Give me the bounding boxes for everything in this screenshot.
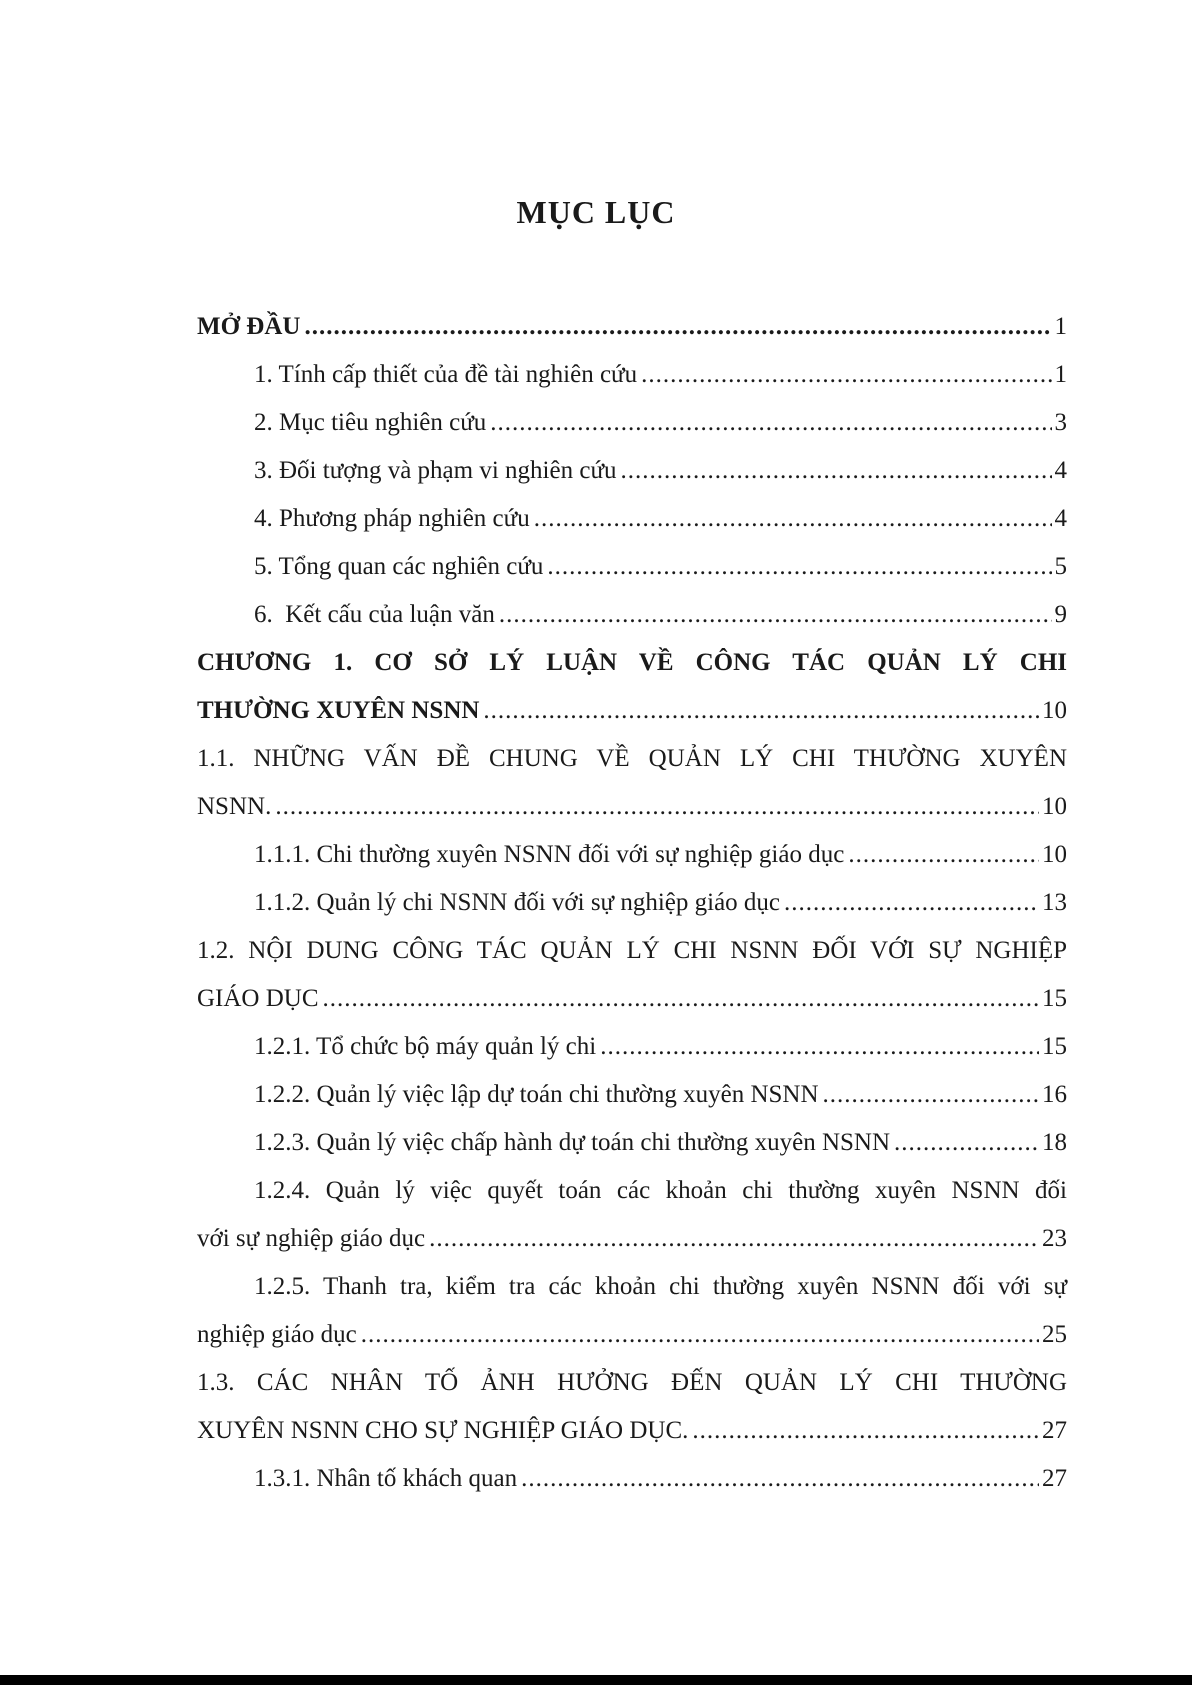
- dot-leader: [490, 399, 1051, 447]
- toc-entry[interactable]: [197, 399, 1067, 447]
- toc-page-number: 9: [1054, 601, 1067, 628]
- toc-entry-title-line2: XUYÊN NSNN CHO SỰ NGHIỆP GIÁO DỤC.: [197, 1417, 689, 1444]
- toc-entry-section-cont[interactable]: [197, 783, 1067, 831]
- toc-entry-title: 1.3.1. Nhân tố khách quan: [254, 1465, 518, 1492]
- toc-page-number: 4: [1054, 505, 1067, 532]
- dot-leader: [323, 975, 1039, 1023]
- toc-entry[interactable]: [197, 495, 1067, 543]
- toc-page-number: 10: [1042, 697, 1067, 724]
- toc-entry-title: 1.2.3. Quản lý việc chấp hành dự toán chi thường xuyên NSNN: [254, 1129, 891, 1156]
- toc-page-number: 16: [1042, 1081, 1067, 1108]
- toc-entry[interactable]: [197, 1119, 1067, 1167]
- toc-page-number: 25: [1042, 1321, 1067, 1348]
- dot-leader: [534, 495, 1052, 543]
- dot-leader: [848, 831, 1039, 879]
- toc-entry-section-cont[interactable]: [197, 975, 1067, 1023]
- toc-entry-title-line1: 1.2. NỘI DUNG CÔNG TÁC QUẢN LÝ CHI NSNN ĐỐI VỚI SỰ NGHIỆP: [197, 937, 1067, 964]
- toc-entry-title-line2: NSNN.: [197, 793, 272, 820]
- toc-entry-title-line1: 1.3. CÁC NHÂN TỐ ẢNH HƯỞNG ĐẾN QUẢN LÝ CHI THƯỜNG: [197, 1369, 1067, 1396]
- toc-entry-section-cont[interactable]: [197, 1407, 1067, 1455]
- toc-page-number: 15: [1042, 985, 1067, 1012]
- toc-entry-section[interactable]: [197, 927, 1067, 975]
- dot-leader: [304, 303, 1051, 351]
- dot-leader: [547, 543, 1051, 591]
- toc-page-number: 27: [1042, 1465, 1067, 1492]
- toc-entry-title-line1: 1.2.4. Quản lý việc quyết toán các khoản chi thường xuyên NSNN đối: [254, 1177, 1067, 1204]
- toc-entry-wrapped[interactable]: [197, 1167, 1067, 1215]
- toc-entry[interactable]: [197, 447, 1067, 495]
- toc-entry[interactable]: [197, 1023, 1067, 1071]
- toc-entry-title: 1.1.1. Chi thường xuyên NSNN đối với sự nghiệp giáo dục: [254, 841, 845, 868]
- toc-entry-section[interactable]: [197, 1359, 1067, 1407]
- dot-leader: [483, 687, 1039, 735]
- toc-entry-title-line2: GIÁO DỤC: [197, 985, 319, 1012]
- toc-page-number: 3: [1054, 409, 1067, 436]
- toc-entry-title: 1.2.2. Quản lý việc lập dự toán chi thường xuyên NSNN: [254, 1081, 819, 1108]
- toc-entry-title: 1.1.2. Quản lý chi NSNN đối với sự nghiệp giáo dục: [254, 889, 781, 916]
- toc-entry-title-line1: 1.1. NHỮNG VẤN ĐỀ CHUNG VỀ QUẢN LÝ CHI THƯỜNG XUYÊN: [197, 745, 1067, 772]
- dot-leader: [692, 1407, 1039, 1455]
- toc-entry-title: 6. Kết cấu của luận văn: [254, 601, 495, 628]
- toc-entry-title: 3. Đối tượng và phạm vi nghiên cứu: [254, 457, 617, 484]
- toc-entry-wrapped[interactable]: [197, 1263, 1067, 1311]
- toc-page-number: 18: [1042, 1129, 1067, 1156]
- toc-entry-title-line2: nghiệp giáo dục: [197, 1321, 357, 1348]
- toc-entry-title: 1.2.1. Tổ chức bộ máy quản lý chi: [254, 1033, 597, 1060]
- dot-leader: [429, 1215, 1039, 1263]
- dot-leader: [784, 879, 1039, 927]
- dot-leader: [499, 591, 1052, 639]
- toc-page-number: 15: [1042, 1033, 1067, 1060]
- toc-entry-chapter-1-cont[interactable]: [197, 687, 1067, 735]
- toc-entry[interactable]: [197, 543, 1067, 591]
- table-of-contents: [197, 303, 1067, 1503]
- toc-entry[interactable]: [197, 351, 1067, 399]
- toc-entry[interactable]: [197, 1071, 1067, 1119]
- toc-entry-title-line1: 1.2.5. Thanh tra, kiểm tra các khoản chi thường xuyên NSNN đối với sự: [254, 1273, 1067, 1300]
- toc-entry-chapter-1[interactable]: [197, 639, 1067, 687]
- toc-page-number: 10: [1042, 793, 1067, 820]
- toc-entry[interactable]: [197, 831, 1067, 879]
- toc-entry-title: 4. Phương pháp nghiên cứu: [254, 505, 530, 532]
- toc-page-number: 10: [1042, 841, 1067, 868]
- toc-entry-title-line2: với sự nghiệp giáo dục: [197, 1225, 426, 1252]
- toc-entry[interactable]: [197, 1455, 1067, 1503]
- toc-entry-wrapped-cont[interactable]: [197, 1215, 1067, 1263]
- toc-page-number: 5: [1054, 553, 1067, 580]
- toc-entry-intro[interactable]: [197, 303, 1067, 351]
- toc-entry[interactable]: [197, 591, 1067, 639]
- toc-entry-section[interactable]: [197, 735, 1067, 783]
- dot-leader: [894, 1119, 1039, 1167]
- toc-entry-title: 2. Mục tiêu nghiên cứu: [254, 409, 487, 436]
- dot-leader: [600, 1023, 1039, 1071]
- dot-leader: [641, 351, 1051, 399]
- page-bottom-edge: [0, 1675, 1192, 1685]
- toc-page-number: 13: [1042, 889, 1067, 916]
- toc-page-number: 1: [1054, 361, 1067, 388]
- dot-leader: [521, 1455, 1039, 1503]
- dot-leader: [275, 783, 1039, 831]
- toc-page-number: 4: [1054, 457, 1067, 484]
- toc-entry-title: 5. Tổng quan các nghiên cứu: [254, 553, 544, 580]
- toc-page-number: 27: [1042, 1417, 1067, 1444]
- page-title: MỤC LỤC: [516, 194, 676, 230]
- toc-entry-title: 1. Tính cấp thiết của đề tài nghiên cứu: [254, 361, 638, 388]
- toc-entry-title-line1: CHƯƠNG 1. CƠ SỞ LÝ LUẬN VỀ CÔNG TÁC QUẢN LÝ CHI: [197, 649, 1067, 676]
- dot-leader: [823, 1071, 1039, 1119]
- toc-entry-wrapped-cont[interactable]: [197, 1311, 1067, 1359]
- dot-leader: [621, 447, 1052, 495]
- dot-leader: [361, 1311, 1039, 1359]
- toc-page-number: 1: [1054, 313, 1067, 340]
- toc-entry[interactable]: [197, 879, 1067, 927]
- toc-entry-title-line2: THƯỜNG XUYÊN NSNN: [197, 697, 480, 724]
- toc-entry-title: MỞ ĐẦU: [197, 313, 301, 340]
- toc-page-number: 23: [1042, 1225, 1067, 1252]
